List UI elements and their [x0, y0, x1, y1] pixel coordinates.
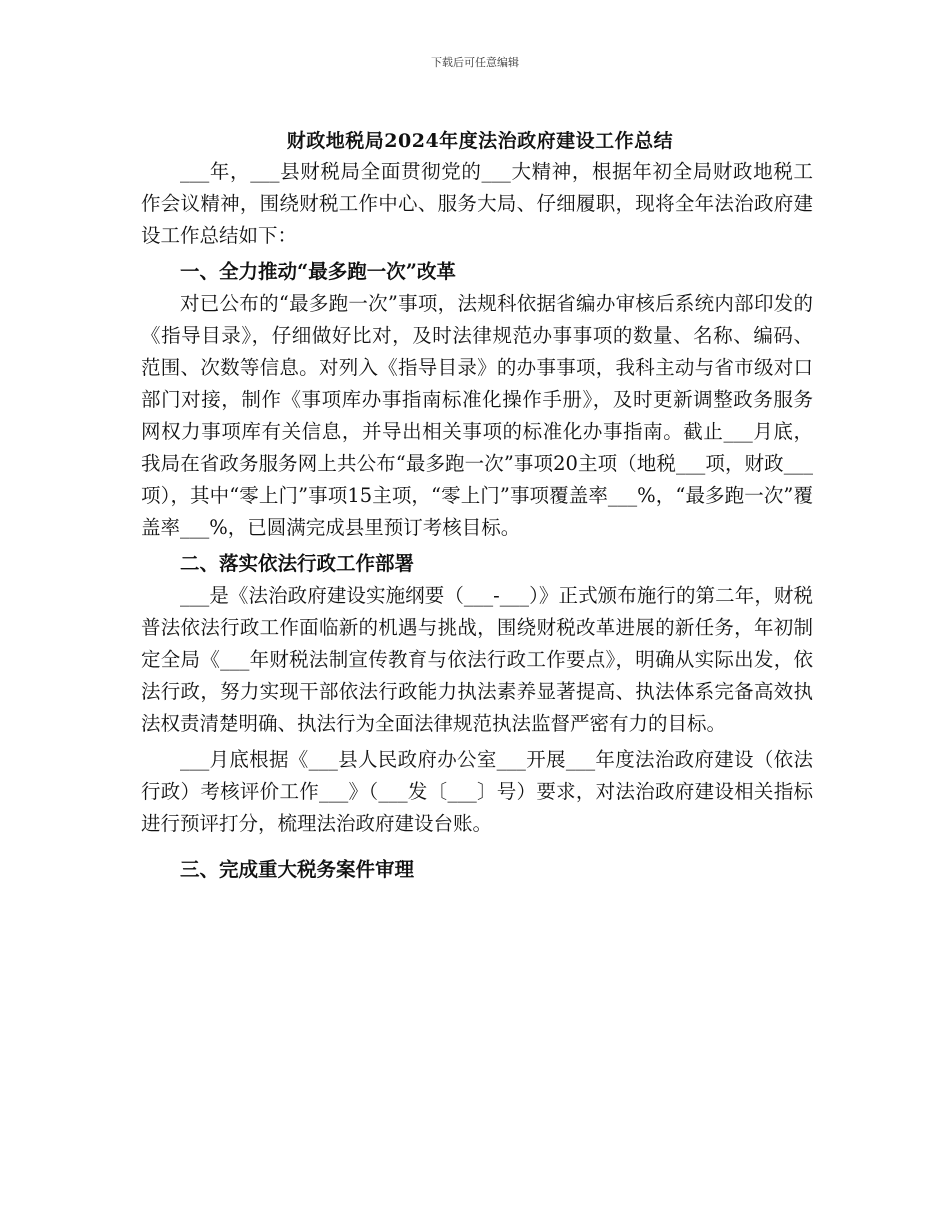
- section-1-paragraph: 对已公布的“最多跑一次”事项，法规科依据省编办审核后系统内部印发的《指导目录》，仔细做好比对，及时法律规范办事事项的数量、名称、编码、范围、次数等信息。对列入《指导目录》的办事事项，我科主动与省市级对口部门对接，制作《事项库办事指南标准化操作手册》，及时更新调整政务服务网权力事项库有关信息，并导出相关事项的标准化办事指南。截止___月底，我局在省政务服务网上共公布“最多跑一次”事项20主项（地税___项，财政___项），其中“零上门”事项15主项，“零上门”事项覆盖率___%，“最多跑一次”覆盖率___%，已圆满完成县里预订考核目标。: [141, 292, 813, 539]
- document-body: [141, 156, 813, 886]
- page-header-note: 下载后可任意编辑: [431, 56, 519, 69]
- document-title: 财政地税局2024年度法治政府建设工作总结: [286, 130, 674, 152]
- section-2-paragraph-1: ___是《法治政府建设实施纲要（___-___）》正式颁布施行的第二年，财税普法依法行政工作面临新的机遇与挑战，围绕财税改革进展的新任务，年初制定全局《___年财税法制宣传教育与依法行政工作要点》，明确从实际出发，依法行政，努力实现干部依法行政能力执法素养显著提高、执法体系完备高效执法权责清楚明确、执法行为全面法律规范执法监督严密有力的目标。: [141, 584, 813, 735]
- intro-paragraph: ___年，___县财税局全面贯彻党的___大精神，根据年初全局财政地税工作会议精神，围绕财税工作中心、服务大局、仔细履职，现将全年法治政府建设工作总结如下：: [141, 160, 813, 247]
- section-2-paragraph-2: ___月底根据《___县人民政府办公室___开展___年度法治政府建设（依法行政）考核评价工作___》（___发〔___〕号）要求，对法治政府建设相关指标进行预评打分，梳理法治政府建设台账。: [141, 748, 813, 835]
- section-1-heading: 一、全力推动“最多跑一次”改革: [180, 260, 456, 283]
- section-2-heading: 二、落实依法行政工作部署: [180, 552, 415, 575]
- section-3-heading: 三、完成重大税务案件审理: [180, 858, 415, 881]
